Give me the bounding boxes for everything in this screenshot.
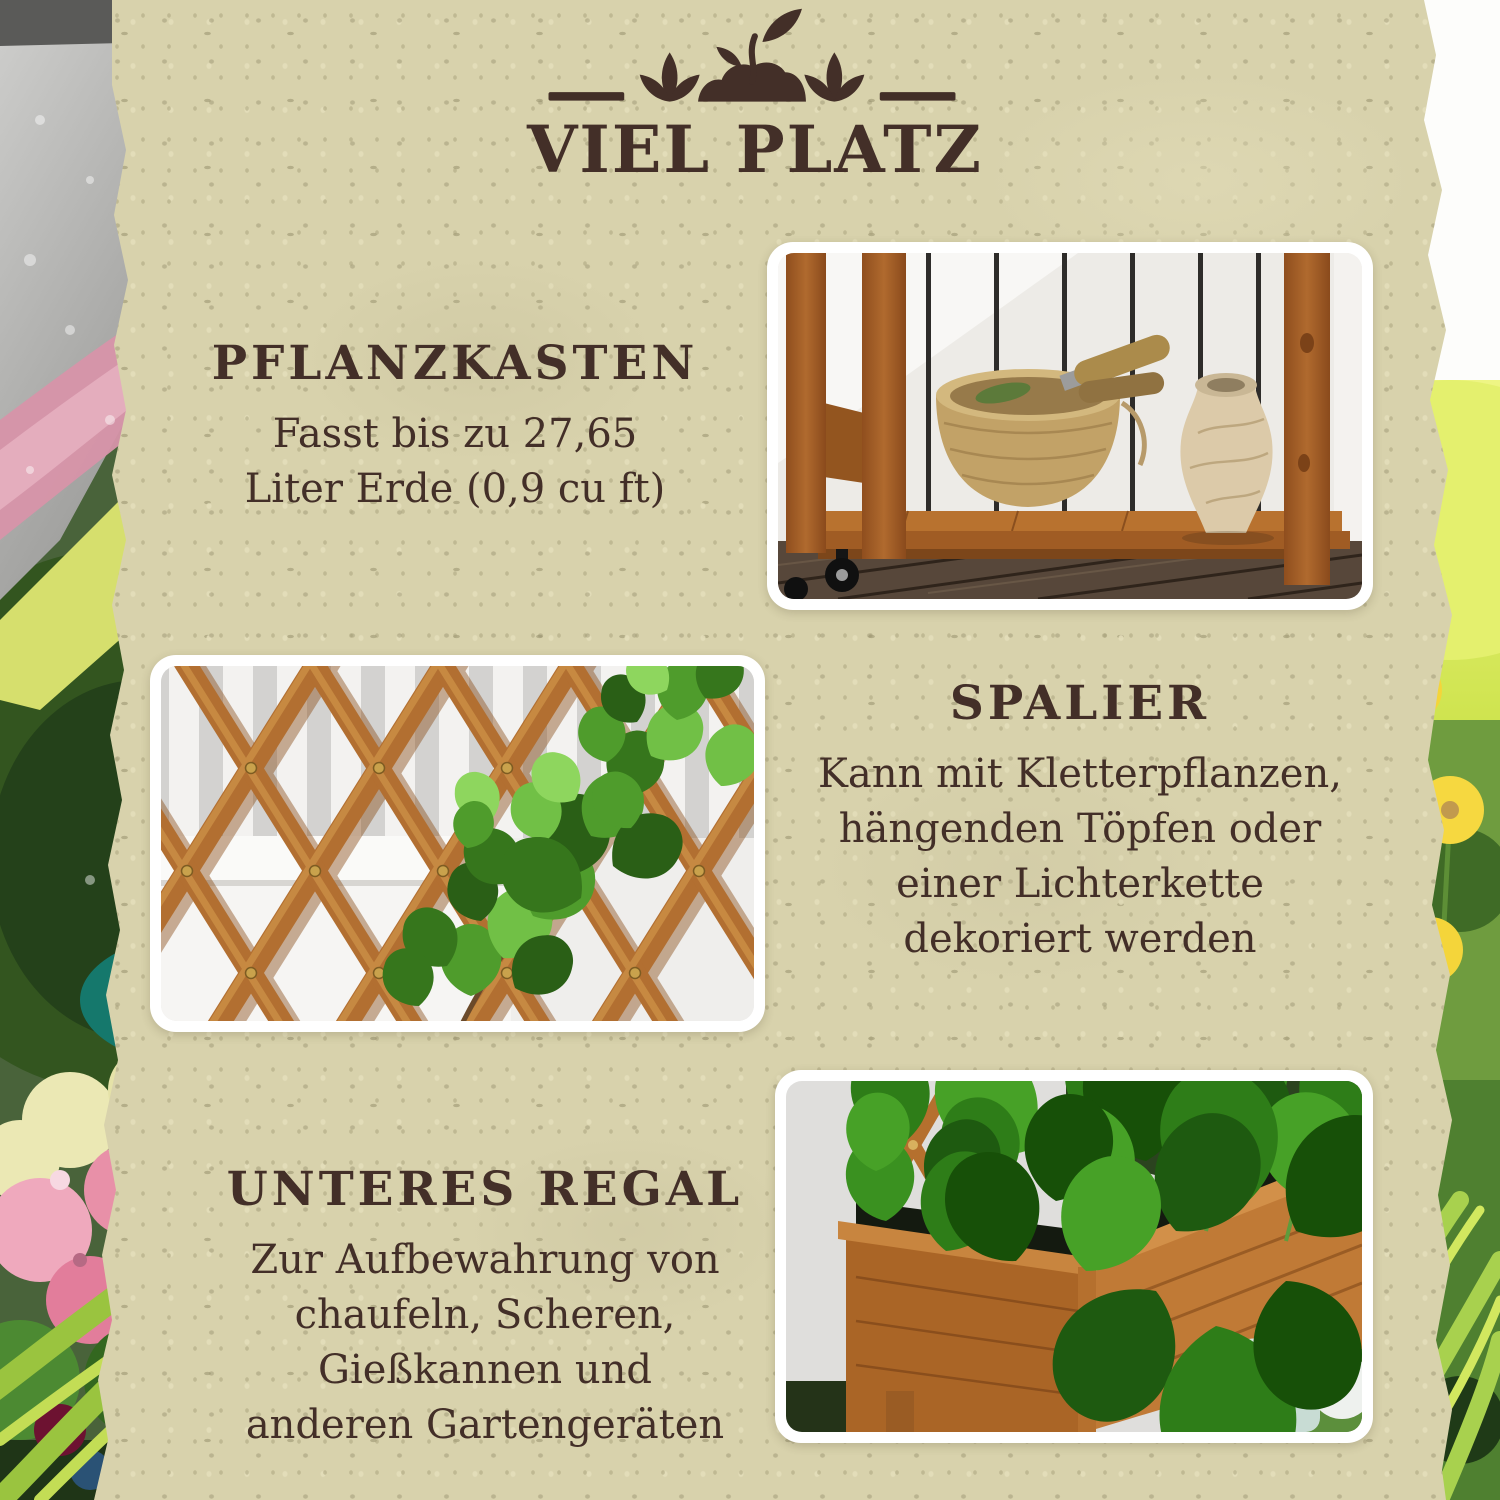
sprout-divider-drawing	[537, 6, 967, 112]
section-heading-unteres-regal: UNTERES REGAL	[226, 1162, 744, 1217]
trellis-scene-illustration	[161, 666, 754, 1021]
photo-planter-box	[775, 1070, 1373, 1443]
section-unteres-regal-text	[180, 1162, 790, 1453]
section-body-line: dekoriert werden	[903, 916, 1257, 962]
section-body-line: Zur Aufbewahrung von	[250, 1237, 720, 1283]
photo-trellis	[150, 655, 765, 1032]
section-body-line: Liter Erde (0,9 cu ft)	[244, 466, 666, 512]
section-body-line: Fasst bis zu 27,65	[272, 411, 638, 457]
sprout-divider-icon	[537, 6, 967, 112]
section-body-line: anderen Gartengeräten	[245, 1402, 725, 1448]
section-pflanzkasten-text	[165, 336, 745, 517]
section-heading-pflanzkasten: PFLANZKASTEN	[211, 336, 699, 391]
photo-lower-shelf	[767, 242, 1373, 610]
section-body-line: chaufeln, Scheren,	[294, 1292, 676, 1338]
section-spalier-text	[780, 676, 1380, 967]
lower-shelf-scene-illustration	[778, 253, 1362, 599]
section-heading-spalier: SPALIER	[949, 676, 1211, 731]
section-body-line: hängenden Töpfen oder	[838, 806, 1322, 852]
planter-scene-illustration	[786, 1081, 1362, 1432]
page-title: VIEL PLATZ	[527, 112, 983, 188]
section-body-line: Kann mit Kletterpflanzen,	[818, 751, 1342, 797]
section-body-line: einer Lichterkette	[896, 861, 1264, 907]
section-body-line: Gießkannen und	[317, 1347, 653, 1393]
